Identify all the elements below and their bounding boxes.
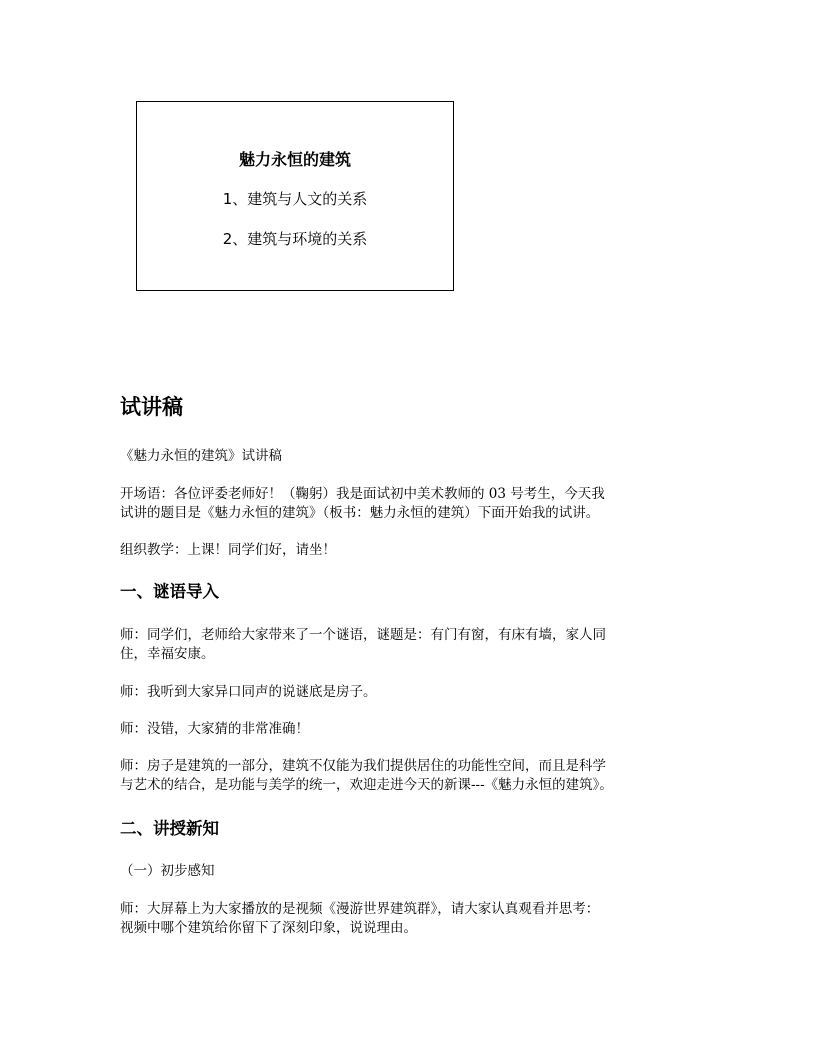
video-line-1: 师：大屏幕上为大家播放的是视频《漫游世界建筑群》，请大家认真观看并思考：	[120, 901, 600, 917]
organize-paragraph: 组织教学：上课！同学们好，请坐！	[120, 542, 336, 558]
section-heading-new-knowledge: 二、讲授新知	[120, 819, 219, 838]
video-paragraph	[120, 900, 710, 938]
opening-line-1: 开场语：各位评委老师好！（鞠躬）我是面试初中美术教师的 03 号考生，今天我	[120, 486, 605, 502]
intro-line-2: 与艺术的结合，是功能与美学的统一，欢迎走进今天的新课---《魅力永恒的建筑》。	[120, 777, 613, 793]
opening-line-2: 试讲的题目是《魅力永恒的建筑》（板书：魅力永恒的建筑）下面开始我的试讲。	[120, 505, 600, 521]
section-heading-riddle: 一、谜语导入	[120, 582, 219, 601]
opening-paragraph	[120, 485, 710, 523]
video-line-2: 视频中哪个建筑给你留下了深刻印象，说说理由。	[120, 920, 417, 936]
confirm-paragraph: 师：没错，大家猜的非常准确！	[120, 721, 309, 737]
subsection-heading: （一）初步感知	[120, 863, 215, 879]
intro-paragraph	[120, 757, 710, 795]
riddle-paragraph	[120, 626, 710, 664]
riddle-line-1: 师：同学们，老师给大家带来了一个谜语，谜题是：有门有窗，有床有墙，家人同	[120, 627, 606, 643]
board-title: 魅力永恒的建筑	[238, 150, 351, 169]
riddle-line-2: 住，幸福安康。	[120, 646, 215, 662]
answer-paragraph: 师：我听到大家异口同声的说谜底是房子。	[120, 684, 377, 700]
lecture-subtitle: 《魅力永恒的建筑》试讲稿	[120, 448, 282, 464]
board-item-2: 2、建筑与环境的关系	[222, 230, 368, 248]
blackboard-outline-box	[136, 101, 454, 291]
board-item-1: 1、建筑与人文的关系	[222, 190, 368, 208]
document-title: 试讲稿	[120, 395, 183, 419]
intro-line-1: 师：房子是建筑的一部分，建筑不仅能为我们提供居住的功能性空间，而且是科学	[120, 758, 606, 774]
